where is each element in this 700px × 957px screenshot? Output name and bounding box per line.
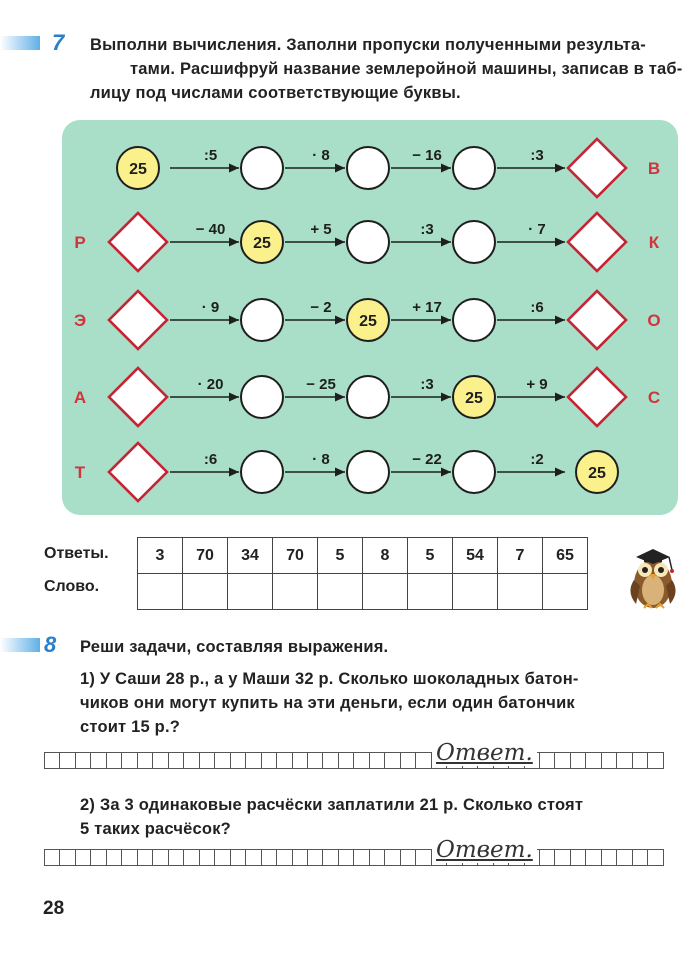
letter-left: Э xyxy=(73,311,87,330)
answers-row xyxy=(138,538,588,574)
word-cell[interactable] xyxy=(138,574,183,610)
blank-node[interactable] xyxy=(347,147,389,189)
word-cell[interactable] xyxy=(498,574,543,610)
answers-table xyxy=(137,537,588,610)
task-7-line-1: Выполни вычисления. Заполни пропуски полученными результа- xyxy=(90,36,646,54)
problem-1-line-1: 1) У Саши 28 р., а у Маши 32 р. Сколько шоколадных батон- xyxy=(80,670,579,688)
task-8-number: 8 xyxy=(44,632,57,657)
operation-label: · 20 xyxy=(197,376,224,393)
answer-cell: 70 xyxy=(183,538,228,574)
letter-right: В xyxy=(647,159,661,178)
answer-cell: 5 xyxy=(408,538,453,574)
operation-label: − 25 xyxy=(306,376,336,393)
word-label: Слово. xyxy=(44,578,100,595)
operation-label: + 17 xyxy=(412,299,442,316)
blank-node[interactable] xyxy=(453,299,495,341)
word-row xyxy=(138,574,588,610)
blank-node[interactable] xyxy=(453,221,495,263)
accent-bar xyxy=(0,36,40,50)
letter-right: С xyxy=(647,388,661,407)
task-7-line-3: лицу под числами соответствующие буквы. xyxy=(90,84,461,102)
operation-label: − 40 xyxy=(195,221,226,238)
start-value: 25 xyxy=(465,390,483,407)
operation-label: :6 xyxy=(530,299,544,316)
start-value: 25 xyxy=(129,161,147,178)
answer-cell: 3 xyxy=(138,538,183,574)
word-cell[interactable] xyxy=(228,574,273,610)
blank-node[interactable] xyxy=(347,221,389,263)
answer-grid-1[interactable] xyxy=(44,752,664,769)
blank-node[interactable] xyxy=(241,299,283,341)
letter-right: О xyxy=(647,311,661,330)
operation-label: · 7 xyxy=(528,221,546,238)
computation-chains xyxy=(62,120,678,515)
answer-cell: 8 xyxy=(363,538,408,574)
operation-label: · 8 xyxy=(312,147,330,164)
operation-label: :2 xyxy=(530,451,544,468)
word-cell[interactable] xyxy=(408,574,453,610)
answer-cell: 54 xyxy=(453,538,498,574)
word-cell[interactable] xyxy=(183,574,228,610)
operation-label: :5 xyxy=(203,147,218,164)
blank-node[interactable] xyxy=(241,451,283,493)
start-value: 25 xyxy=(588,465,606,482)
page-number: 28 xyxy=(43,898,65,919)
word-cell[interactable] xyxy=(453,574,498,610)
blank-node[interactable] xyxy=(241,147,283,189)
word-cell[interactable] xyxy=(273,574,318,610)
answer-word-2: Ответ. xyxy=(432,837,537,863)
word-cell[interactable] xyxy=(363,574,408,610)
owl-icon xyxy=(622,540,684,612)
answer-grid-2[interactable] xyxy=(44,849,664,866)
problem-1-line-2: чиков они могут купить на эти деньги, если один батончик xyxy=(80,694,575,712)
start-value: 25 xyxy=(253,235,271,252)
blank-node[interactable] xyxy=(453,451,495,493)
operation-label: − 16 xyxy=(412,147,442,164)
start-value: 25 xyxy=(359,313,377,330)
problem-2-line-2: 5 таких расчёсок? xyxy=(80,820,231,838)
operation-label: − 22 xyxy=(412,451,442,468)
operation-label: · 9 xyxy=(201,299,220,316)
operation-label: − 2 xyxy=(310,299,332,316)
accent-bar xyxy=(0,638,40,652)
answer-cell: 70 xyxy=(273,538,318,574)
operation-label: :3 xyxy=(420,221,434,238)
letter-left: А xyxy=(73,388,87,407)
operation-label: :3 xyxy=(420,376,434,393)
operation-label: · 8 xyxy=(312,451,330,468)
operation-label: :3 xyxy=(530,147,544,164)
operation-label: + 9 xyxy=(526,376,548,393)
task-7-number: 7 xyxy=(52,30,65,55)
answer-cell: 65 xyxy=(543,538,588,574)
problem-1-line-3: стоит 15 р.? xyxy=(80,718,181,736)
blank-node[interactable] xyxy=(241,376,283,418)
answers-label: Ответы. xyxy=(44,545,109,562)
word-cell[interactable] xyxy=(543,574,588,610)
operation-label: + 5 xyxy=(310,221,332,238)
blank-node[interactable] xyxy=(347,451,389,493)
letter-left: Р xyxy=(74,233,86,252)
answer-word-1: Ответ. xyxy=(432,740,537,766)
task-7-line-2: тами. Расшифруй название землеройной машины, записав в таб- xyxy=(130,60,683,78)
letter-left: Т xyxy=(74,463,86,482)
task-8-intro: Реши задачи, составляя выражения. xyxy=(80,638,389,656)
blank-node[interactable] xyxy=(347,376,389,418)
operation-label: :6 xyxy=(203,451,218,468)
answer-cell: 7 xyxy=(498,538,543,574)
answer-cell: 34 xyxy=(228,538,273,574)
word-cell[interactable] xyxy=(318,574,363,610)
problem-2-line-1: 2) За 3 одинаковые расчёски заплатили 21 р. Сколько стоят xyxy=(80,796,584,814)
answer-cell: 5 xyxy=(318,538,363,574)
blank-node[interactable] xyxy=(453,147,495,189)
letter-right: К xyxy=(648,233,660,252)
